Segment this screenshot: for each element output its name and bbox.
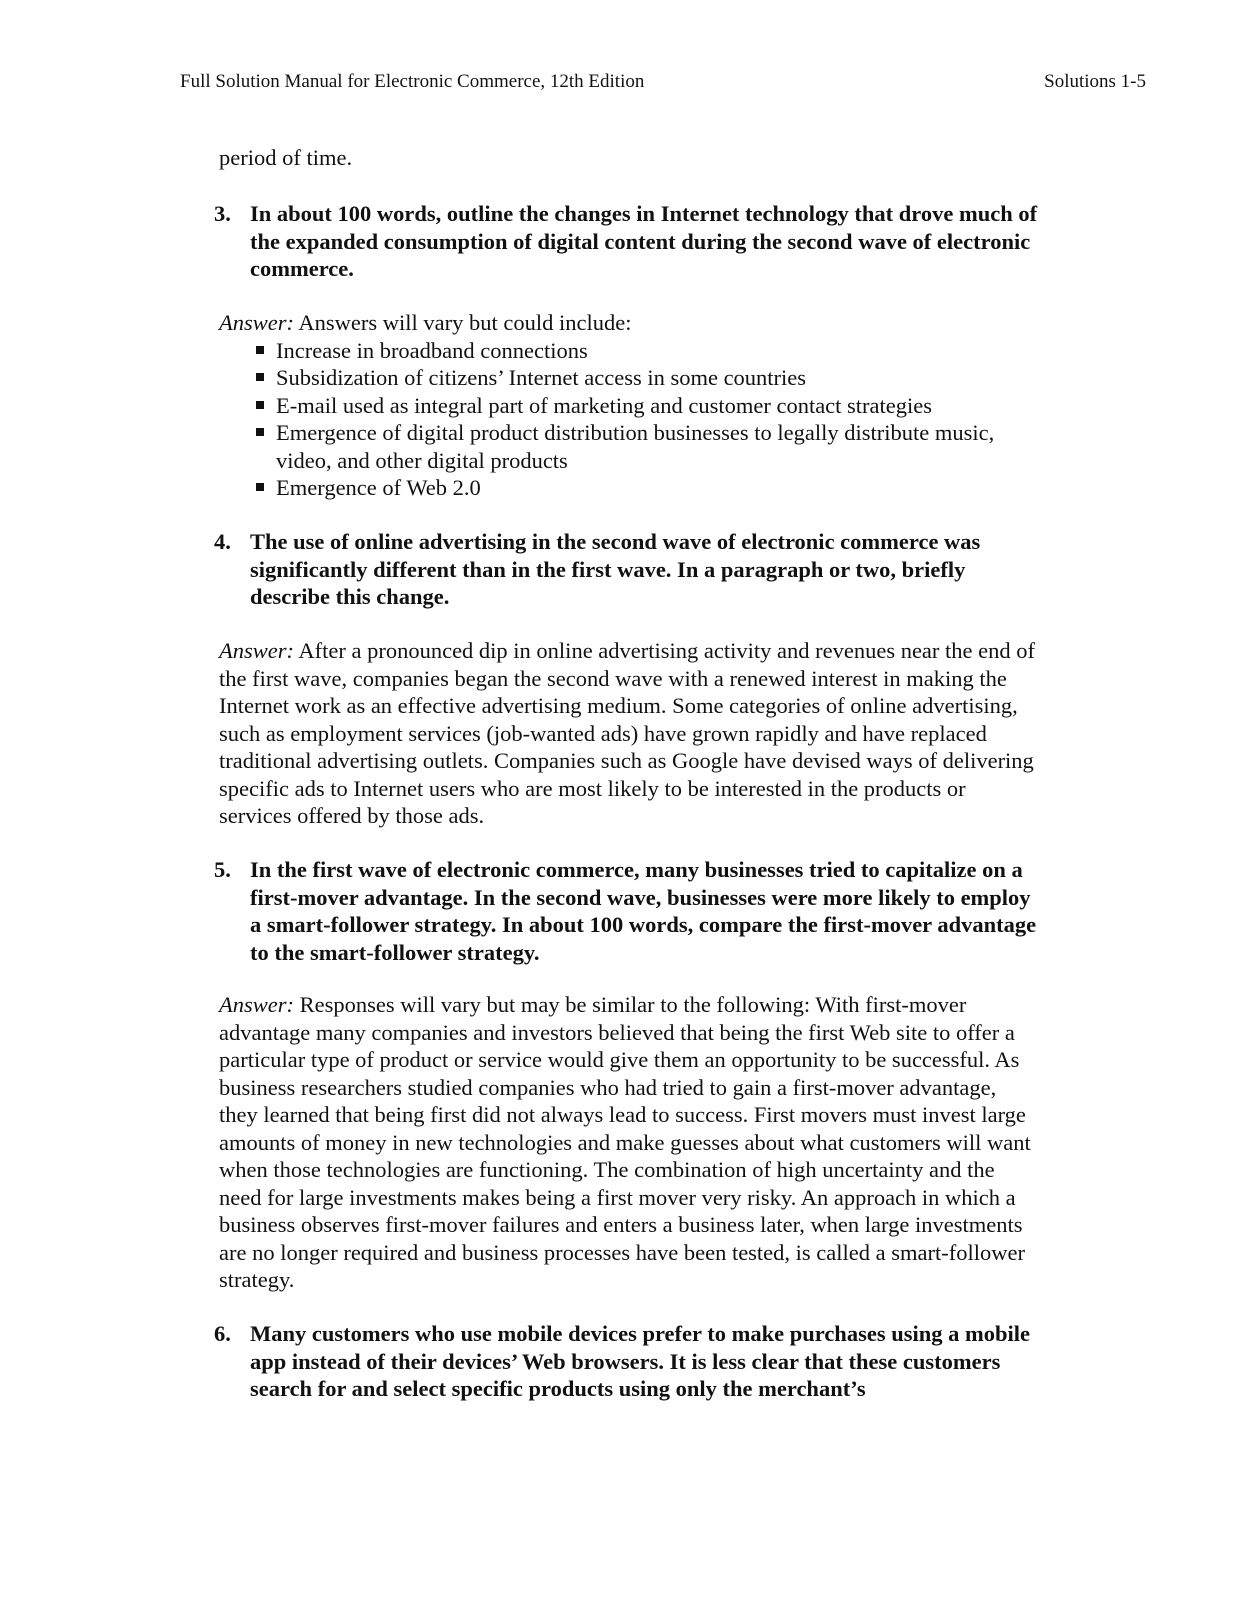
- square-bullet-icon: [256, 373, 264, 381]
- question-number: 6.: [214, 1321, 231, 1346]
- list-item-text: Emergence of Web 2.0: [276, 475, 481, 500]
- answer-5: [219, 991, 1039, 1294]
- answer-label: Answer:: [219, 310, 294, 335]
- list-item-text: E-mail used as integral part of marketing and customer contact strategies: [276, 392, 933, 418]
- question-text: In about 100 words, outline the changes in Internet technology that drove much of the expanded consumption of digital content during the second wave of electronic commerce.: [250, 201, 1038, 281]
- list-item: [219, 364, 1039, 392]
- answer-intro: [219, 309, 1039, 337]
- list-item-text: Increase in broadband connections: [276, 337, 588, 363]
- header-page-number: Solutions 1-5: [1044, 71, 1146, 92]
- answer-text: Responses will vary but may be similar to the following: With first-mover advantage many companies and investors believed that being the first Web site to offer a particular type of product or service would give them an opportunity to be successful. As business researchers studied companies who had tried to gain a first-mover advantage, they learned that being first did not always lead to success. First movers must invest large amounts of money in new technologies and make guesses about what customers will want when those technologies are functioning. The combination of high uncertainty and the need for large investments makes being a first mover very risky. An approach in which a business observes first-mover failures and enters a business later, when large investments are no longer required and business processes have been tested, is called a smart-follower strategy.: [219, 992, 1031, 1292]
- list-item-text: Subsidization of citizens’ Internet access in some countries: [276, 365, 807, 390]
- list-item: [219, 474, 1039, 502]
- question-number: 4.: [214, 529, 231, 554]
- question-number: 3.: [214, 201, 231, 226]
- question-3: [214, 200, 1044, 283]
- question-text: Many customers who use mobile devices prefer to make purchases using a mobile app instead of their devices’ Web browsers. It is less clear that these customers search for and select specific products using only the merchant’s: [250, 1321, 1030, 1401]
- question-number: 5.: [214, 857, 231, 882]
- answer-text: After a pronounced dip in online advertising activity and revenues near the end of the first wave, companies began the second wave with a renewed interest in making the Internet work as an effective advertising medium. Some categories of online advertising, such as employment services (job-wanted ads) have grown rapidly and have replaced traditional advertising outlets. Companies such as Google have devised ways of delivering specific ads to Internet users who are most likely to be interested in the products or services offered by those ads.: [219, 638, 1036, 828]
- square-bullet-icon: [256, 428, 264, 436]
- answer-bullet-list: [219, 337, 1039, 502]
- answer-label: Answer:: [219, 638, 294, 663]
- question-text: The use of online advertising in the second wave of electronic commerce was significantly different than in the first wave. In a paragraph or two, briefly describe this change.: [250, 529, 981, 609]
- square-bullet-icon: [256, 401, 264, 409]
- continuation-text: period of time.: [219, 145, 353, 170]
- question-6: [214, 1320, 1044, 1403]
- list-item: [219, 419, 1039, 474]
- list-item-text: Emergence of digital product distribution businesses to legally distribute music, video, and other digital products: [276, 420, 995, 473]
- answer-text: Answers will vary but could include:: [294, 310, 632, 335]
- list-item: [219, 392, 1039, 420]
- square-bullet-icon: [256, 483, 264, 491]
- question-4: [214, 528, 1044, 611]
- square-bullet-icon: [256, 346, 264, 354]
- question-5: [214, 856, 1044, 966]
- question-text: In the first wave of electronic commerce, many businesses tried to capitalize on a first-mover advantage. In the second wave, businesses were more likely to employ a smart-follower strategy. In about 100 words, compare the first-mover advantage to the smart-follower strategy.: [250, 857, 1037, 965]
- list-item: [219, 337, 1039, 365]
- answer-label: Answer:: [219, 992, 294, 1017]
- answer-4: [219, 637, 1039, 830]
- header-title: Full Solution Manual for Electronic Commerce, 12th Edition: [180, 71, 645, 92]
- answer-3: [219, 309, 1039, 502]
